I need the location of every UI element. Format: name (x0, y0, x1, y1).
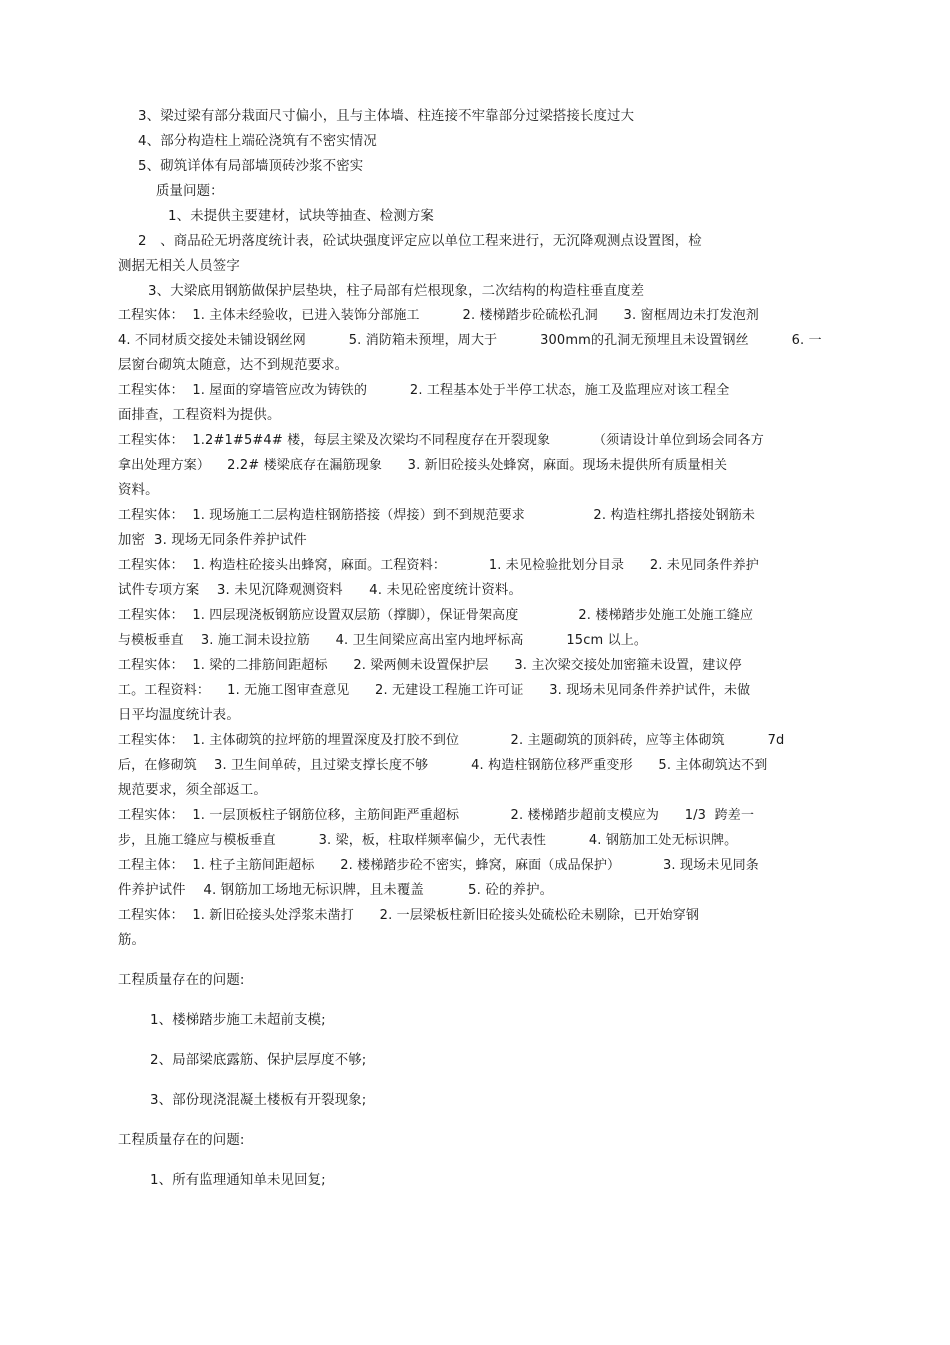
text-line: 试件专项方案 3. 未见沉降观测资料 4. 未见砼密度统计资料。 (118, 583, 523, 598)
text-line: 与模板垂直 3. 施工洞未设拉筋 4. 卫生间梁应高出室内地坪标高 15cm 以上。 (118, 633, 648, 648)
text-line: 工程实体： 1. 梁的二排筋间距超标 2. 梁两侧未设置保护层 3. 主次梁交接处加密箍未设置，建议停 (118, 658, 742, 673)
text-line: 面排查，工程资料为提供。 (118, 408, 281, 423)
section-heading: 工程质量存在的问题: (118, 973, 245, 988)
text-line: 工程实体： 1. 一层顶板柱子钢筋位移，主筋间距严重超标 2. 楼梯踏步超前支模应为 1/3 跨差一 (118, 808, 755, 823)
text-line: 步，且施工缝应与模板垂直 3. 梁，板，柱取样频率偏少，无代表性 4. 钢筋加工处无标识牌。 (118, 833, 738, 848)
text-line: 工程实体： 1. 四层现浇板钢筋应设置双层筋（撑脚），保证骨架高度 2. 楼梯踏步处施工处施工缝应 (118, 608, 754, 623)
text-line: 加密 3. 现场无同条件养护试件 (118, 533, 307, 548)
text-line: 工程实体： 1. 屋面的穿墙管应改为铸铁的 2. 工程基本处于半停工状态，施工及监理应对该工程全 (118, 383, 730, 398)
text-line: 筋。 (118, 933, 146, 948)
text-line: 工。工程资料： 1. 无施工图审查意见 2. 无建设工程施工许可证 3. 现场未见同条件养护试件，未做 (118, 683, 751, 698)
text-line: 工程实体： 1.2#1#5#4# 楼，每层主梁及次梁均不同程度存在开裂现象 （须请设计单位到场会同各方 (118, 433, 764, 448)
text-line: 工程实体： 1. 新旧砼接头处浮浆未凿打 2. 一层梁板柱新旧砼接头处硫松砼未剔除，已开始穿钢 (118, 908, 700, 923)
list-item: 1、楼梯踏步施工未超前支模; (150, 1013, 326, 1028)
text-line: 日平均温度统计表。 (118, 708, 240, 723)
text-line: 质量问题： (156, 184, 224, 199)
text-line: 资料。 (118, 483, 159, 498)
text-line: 3、梁过梁有部分栽面尺寸偏小，且与主体墙、柱连接不牢靠部分过梁搭接长度过大 (138, 109, 635, 124)
text-line: 测据无相关人员签字 (118, 259, 240, 274)
list-item: 1、所有监理通知单未见回复; (150, 1173, 326, 1188)
text-line: 4、部分构造柱上端砼浇筑有不密实情况 (138, 134, 377, 149)
text-line: 工程实体： 1. 主体未经验收，已进入装饰分部施工 2. 楼梯踏步砼硫松孔洞 3. 窗框周边未打发泡剂 (118, 308, 759, 323)
text-line: 工程实体： 1. 现场施工二层构造柱钢筋搭接（焊接）到不到规范要求 2. 构造柱绑扎搭接处钢筋未 (118, 508, 756, 523)
text-line: 后，在修砌筑 3. 卫生间单砖，且过梁支撑长度不够 4. 构造柱钢筋位移严重变形 5. 主体砌筑达不到 (118, 758, 768, 773)
text-line: 规范要求，须全部返工。 (118, 783, 267, 798)
list-item: 3、部份现浇混凝土楼板有开裂现象; (150, 1093, 367, 1108)
text-line: 1、未提供主要建材，试块等抽查、检测方案 (168, 209, 434, 224)
text-line: 3、大梁底用钢筋做保护层垫块，柱子局部有烂根现象，二次结构的构造柱垂直度差 (148, 284, 645, 299)
text-line: 4. 不同材质交接处未铺设钢丝网 5. 消防箱未预埋，周大于 300mm的孔洞无预埋且未设置钢丝 6. 一 (118, 333, 822, 348)
text-line: 层窗台砌筑太随意，达不到规范要求。 (118, 358, 349, 373)
text-line: 工程实体： 1. 构造柱砼接头出蜂窝，麻面。工程资料： 1. 未见检验批划分目录 2. 未见同条件养护 (118, 558, 759, 573)
text-line: 工程实体： 1. 主体砌筑的拉坪筋的埋置深度及打胶不到位 2. 主题砌筑的顶斜砖，应等主体砌筑 7d (118, 733, 785, 748)
section-heading: 工程质量存在的问题: (118, 1133, 245, 1148)
text-line: 件养护试件 4. 钢筋加工场地无标识牌，且未覆盖 5. 砼的养护。 (118, 883, 554, 898)
text-line: 5、砌筑详体有局部墙顶砖沙浆不密实 (138, 159, 364, 174)
text-line: 工程主体： 1. 柱子主筋间距超标 2. 楼梯踏步砼不密实，蜂窝，麻面（成品保护） 3. 现场未见同条 (118, 858, 759, 873)
text-line: 2 、商品砼无坍落度统计表，砼试块强度评定应以单位工程来进行，无沉降观测点设置图，检 (138, 234, 702, 249)
text-line: 拿出处理方案） 2.2# 楼梁底存在漏筋现象 3. 新旧砼接头处蜂窝，麻面。现场未提供所有质量相关 (118, 458, 728, 473)
list-item: 2、局部梁底露筋、保护层厚度不够; (150, 1053, 367, 1068)
